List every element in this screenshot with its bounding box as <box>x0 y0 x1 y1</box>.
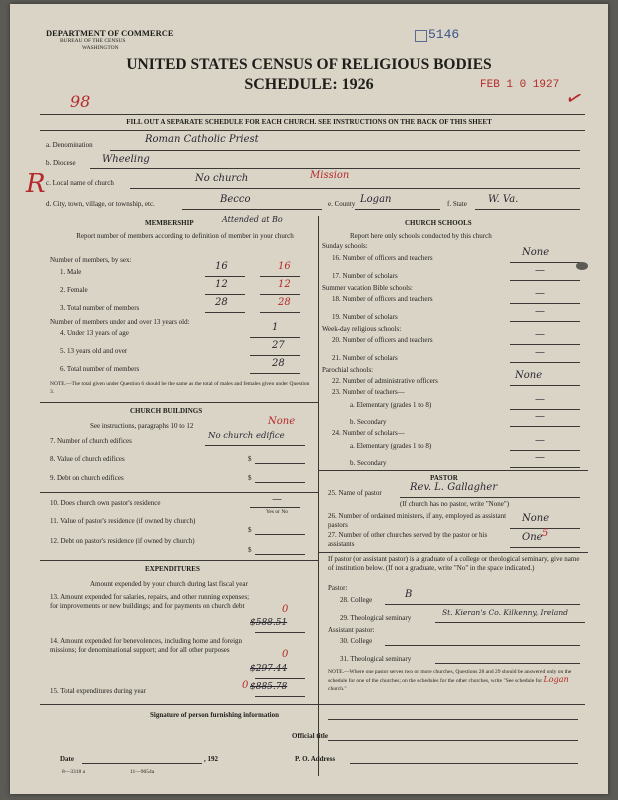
summer-label: Summer vacation Bible schools: <box>322 284 413 292</box>
under-13-value: 1 <box>272 322 279 333</box>
total-members-value-red: 28 <box>278 297 291 308</box>
over-13-value: 27 <box>272 340 285 351</box>
q13-label: 13. Amount expended for salaries, repairs, and other running expenses; for improvements or new buildings; and for payments on church debt <box>50 593 250 610</box>
q26-label: 26. Number of ordained ministers, if any, employed as assistant pastors <box>328 512 507 529</box>
q28-label: 28. College <box>340 596 373 604</box>
residence-value-dollar: $ <box>248 526 252 534</box>
edifice-value-label: 8. Value of church edifices <box>50 455 125 463</box>
diocese-label: b. Diocese <box>46 159 76 167</box>
total-age-value: 28 <box>272 358 285 369</box>
divider <box>40 492 318 493</box>
q24-label: 24. Number of scholars— <box>332 429 405 437</box>
residence-value: — <box>272 494 282 505</box>
by-sex-label: Number of members, by sex: <box>50 256 132 264</box>
male-value: 16 <box>215 261 228 272</box>
city-label: d. City, town, village, or township, etc. <box>46 200 155 208</box>
denomination-value: Roman Catholic Priest <box>145 134 259 145</box>
q22-value: None <box>515 370 543 381</box>
residence-label: 10. Does church own pastor's residence <box>50 499 161 507</box>
state-value: W. Va. <box>488 194 519 205</box>
q31-label: 31. Theological seminary <box>340 655 412 663</box>
schools-title: CHURCH SCHOOLS <box>405 219 472 227</box>
q16-label: 16. Number of officers and teachers <box>332 254 433 262</box>
q23b-value: — <box>535 411 545 422</box>
q27-value: One <box>522 532 543 543</box>
q13-value: $588.51 <box>250 618 288 628</box>
date-label: Date <box>60 755 74 763</box>
q24a-value: — <box>535 435 545 446</box>
edifices-value: No church edifice <box>208 431 285 441</box>
q25-note: (If church has no pastor, write "None") <box>400 500 510 508</box>
expenditures-title: EXPENDITURES <box>145 565 200 573</box>
q22-label: 22. Number of administrative officers <box>332 377 438 385</box>
local-name-value: No church <box>195 173 249 184</box>
q23-label: 23. Number of teachers— <box>332 388 405 396</box>
census-form-page <box>10 4 608 794</box>
residence-value-label: 11. Value of pastor's residence (if owned by church) <box>50 517 196 525</box>
membership-note: NOTE.—The total given under Question 6 should be the same as the total of males and females given under Question 3. <box>50 381 310 395</box>
residence-debt-dollar: $ <box>248 546 252 554</box>
q23a-value: — <box>535 394 545 405</box>
pastor-note: NOTE.—Where one pastor serves two or more churches, Questions 28 and 29 should be answered only on the schedule for one of the churches; on the schedules for the other churches, write "See schedule for Logan church." <box>328 669 572 692</box>
residence-debt-label: 12. Debt on pastor's residence (if owned by church) <box>50 537 195 545</box>
edifices-label: 7. Number of church edifices <box>50 437 132 445</box>
q20-label: 20. Number of officers and teachers <box>332 336 433 344</box>
male-value-red: 16 <box>278 261 291 272</box>
q15-zero: 0 <box>242 680 249 691</box>
q24b-value: — <box>535 452 545 463</box>
form-code-2: 11—9654a <box>130 769 155 775</box>
diocese-value: Wheeling <box>102 154 150 165</box>
q21-value: — <box>535 347 545 358</box>
q27-label: 27. Number of other churches served by the pastor or his assistants <box>328 531 488 548</box>
official-title-label: Official title <box>292 732 328 740</box>
instructions: FILL OUT A SEPARATE SCHEDULE FOR EACH CHURCH. SEE INSTRUCTIONS ON THE BACK OF THIS SHEET <box>126 118 492 126</box>
local-name-label: c. Local name of church <box>46 179 114 187</box>
q14-value: $297.44 <box>250 664 288 674</box>
buildings-sub: See instructions, paragraphs 10 to 12 <box>90 422 194 430</box>
q14-zero: 0 <box>282 649 289 660</box>
denomination-label: a. Denomination <box>46 141 93 149</box>
county-label: e. County <box>328 200 356 208</box>
divider <box>40 114 585 115</box>
year-label: , 192 <box>204 755 218 763</box>
q18-value: — <box>535 288 545 299</box>
q23a-label: a. Elementary (grades 1 to 8) <box>350 401 432 409</box>
age-intro: Number of members under and over 13 years old: <box>50 318 190 326</box>
q27-red: 5 <box>542 528 549 539</box>
total-age-label: 6. Total number of members <box>60 365 140 373</box>
edifice-value-dollar: $ <box>248 455 252 463</box>
divider <box>318 470 588 471</box>
paper-hole <box>576 262 588 270</box>
expenditures-intro: Amount expended by your church during last fiscal year <box>90 580 248 588</box>
q15-value: $885.78 <box>250 682 288 692</box>
weekday-label: Week-day religious schools: <box>322 325 402 333</box>
q14-label: 14. Amount expended for benevolences, including home and foreign missions; for denominational support; and for all other purposes <box>50 637 243 654</box>
bureau-name: BUREAU OF THE CENSUS <box>60 38 126 44</box>
yes-no-hint: Yes or No <box>266 509 289 515</box>
q16-value: None <box>522 247 550 258</box>
edifice-debt-dollar: $ <box>248 474 252 482</box>
county-value: Logan <box>360 194 392 205</box>
form-title: UNITED STATES CENSUS OF RELIGIOUS BODIES <box>126 56 492 73</box>
q26-value: None <box>522 513 550 524</box>
local-name-red: Mission <box>310 170 350 181</box>
divider <box>40 402 318 403</box>
checkbox-icon <box>415 30 427 42</box>
q30-label: 30. College <box>340 637 373 645</box>
divider <box>40 560 318 561</box>
red-number: 98 <box>70 92 91 111</box>
dept-name: DEPARTMENT OF COMMERCE <box>46 28 174 38</box>
q17-value: — <box>535 265 545 276</box>
form-code-1: 8—3318 a <box>62 769 86 775</box>
red-r-mark: R <box>26 169 46 199</box>
form-subtitle: SCHEDULE: 1926 <box>244 76 374 93</box>
pastor-title: PASTOR <box>430 474 458 482</box>
membership-intro: Report number of members according to definition of member in your church <box>76 232 294 240</box>
male-label: 1. Male <box>60 268 82 276</box>
state-label: f. State <box>447 200 467 208</box>
schools-intro: Report here only schools conducted by this church <box>350 232 492 240</box>
pastor-sub-label: Pastor: <box>328 584 348 592</box>
q19-value: — <box>535 306 545 317</box>
q15-label: 15. Total expenditures during year <box>50 687 146 695</box>
serial-number: 5146 <box>428 27 460 42</box>
female-value-red: 12 <box>278 279 291 290</box>
divider <box>40 704 585 705</box>
q21-label: 21. Number of scholars <box>332 354 398 362</box>
q24b-label: b. Secondary <box>350 459 387 467</box>
female-label: 2. Female <box>60 286 88 294</box>
buildings-title: CHURCH BUILDINGS <box>130 407 203 415</box>
q13-zero: 0 <box>282 604 289 615</box>
q19-label: 19. Number of scholars <box>332 313 398 321</box>
over-13-label: 5. 13 years old and over <box>60 347 128 355</box>
check-mark-icon: ✓ <box>562 85 586 113</box>
city-name: WASHINGTON <box>82 45 119 51</box>
column-divider <box>318 216 319 776</box>
sunday-label: Sunday schools: <box>322 242 368 250</box>
q24a-label: a. Elementary (grades 1 to 8) <box>350 442 432 450</box>
buildings-sub-hand: None <box>268 416 296 427</box>
female-value: 12 <box>215 279 228 290</box>
grad-note: If pastor (or assistant pastor) is a graduate of a college or theological seminary, give name of institution below. (If not a graduate, write "No" in the space indicated.) <box>328 555 580 572</box>
q29-value: St. Kieran's Co. Kilkenny, Ireland <box>442 608 568 617</box>
q25-label: 25. Name of pastor <box>328 489 382 497</box>
q25-value: Rev. L. Gallagher <box>410 482 498 493</box>
signature-label: Signature of person furnishing information <box>150 711 279 719</box>
membership-hand-note: Attended at Bo <box>222 215 283 224</box>
city-value: Becco <box>220 194 251 205</box>
under-13-label: 4. Under 13 years of age <box>60 329 129 337</box>
total-members-label: 3. Total number of members <box>60 304 140 312</box>
q18-label: 18. Number of officers and teachers <box>332 295 433 303</box>
assistant-label: Assistant pastor: <box>328 626 375 634</box>
q17-label: 17. Number of scholars <box>332 272 398 280</box>
q23b-label: b. Secondary <box>350 418 387 426</box>
q20-value: — <box>535 329 545 340</box>
divider <box>318 552 588 553</box>
q29-label: 29. Theological seminary <box>340 614 412 622</box>
po-address-label: P. O. Address <box>295 755 336 763</box>
date-stamp: FEB 1 0 1927 <box>480 79 560 91</box>
total-members-value: 28 <box>215 297 228 308</box>
q28-value: B <box>405 589 413 600</box>
divider <box>40 130 585 131</box>
membership-title: MEMBERSHIP <box>145 219 194 227</box>
parochial-label: Parochial schools: <box>322 366 374 374</box>
edifice-debt-label: 9. Debt on church edifices <box>50 474 124 482</box>
